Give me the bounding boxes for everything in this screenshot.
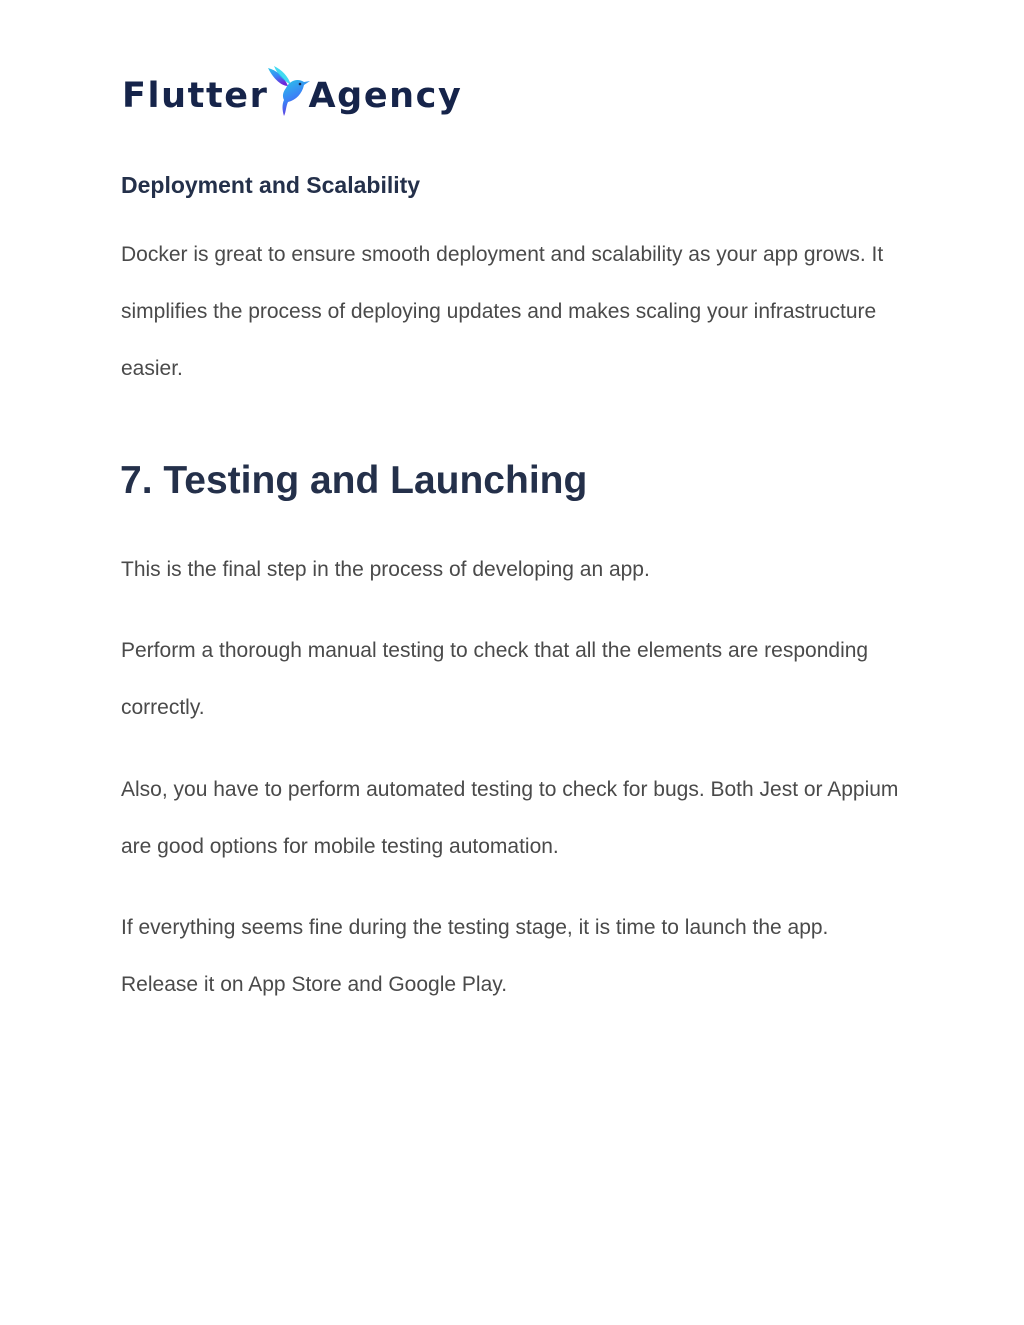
- paragraph-manual-testing: Perform a thorough manual testing to check that all the elements are responding correctly.: [121, 639, 869, 719]
- hummingbird-icon: [264, 66, 310, 118]
- flutter-agency-logo: [122, 58, 462, 122]
- paragraph-final-step: This is the final step in the process of developing an app.: [121, 558, 650, 581]
- paragraph-launch: If everything seems fine during the testing stage, it is time to launch the app. Release it on App Store and Google Play.: [121, 916, 829, 996]
- paragraph-deployment: Docker is great to ensure smooth deployment and scalability as your app grows. It simplifies the process of deploying updates and makes scaling your infrastructure easier.: [121, 243, 884, 380]
- paragraph-automated-testing: Also, you have to perform automated testing to check for bugs. Both Jest or Appium are good options for mobile testing automation.: [121, 778, 899, 858]
- section-subheading-deployment: Deployment and Scalability: [121, 172, 421, 198]
- logo-word-agency: Agency: [308, 76, 463, 116]
- section-heading-testing: 7. Testing and Launching: [120, 459, 588, 502]
- logo-word-flutter: Flutter: [122, 76, 269, 116]
